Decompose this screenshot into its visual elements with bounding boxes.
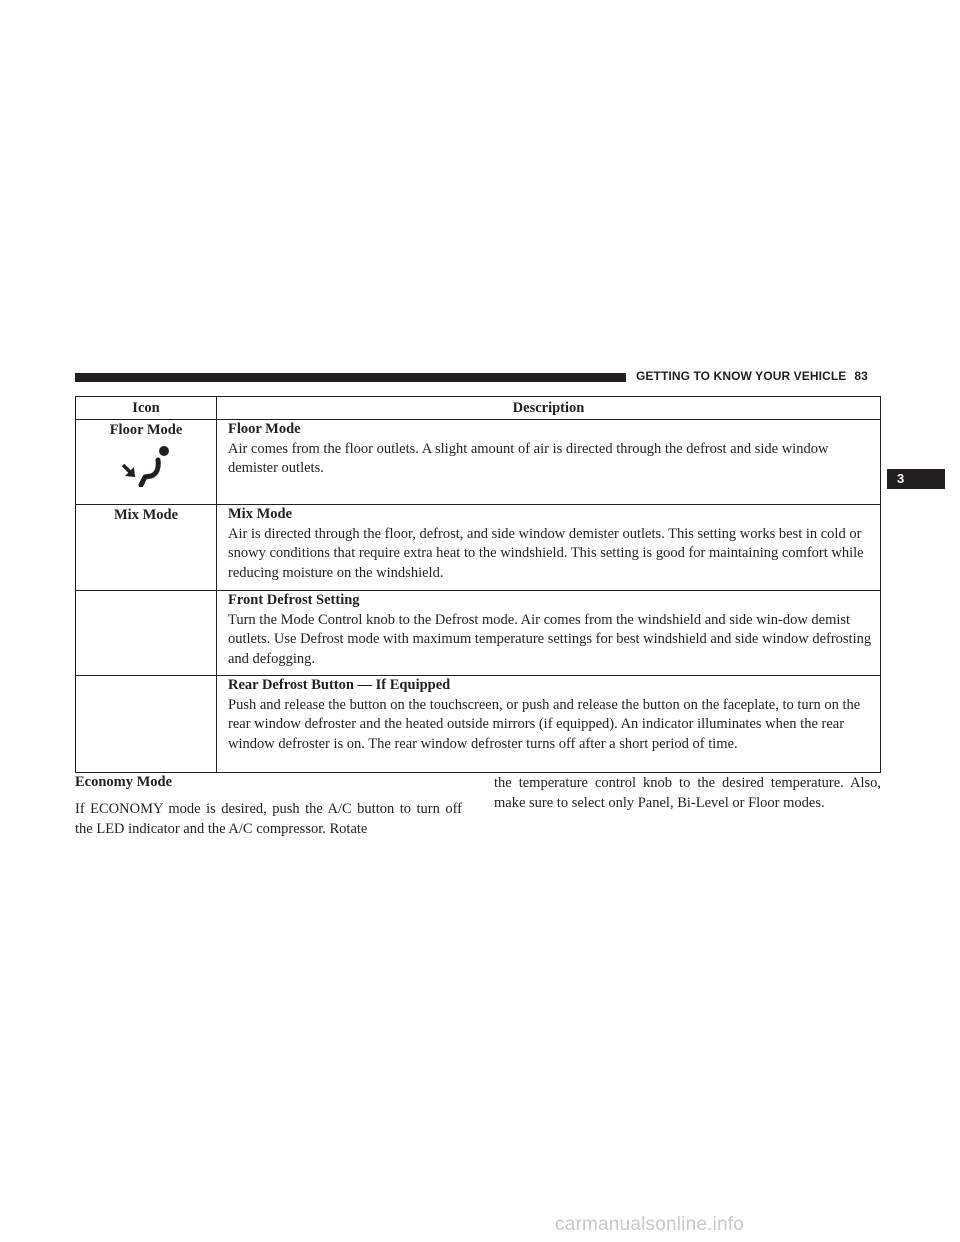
description-cell	[217, 676, 881, 773]
description-cell	[217, 505, 881, 591]
icon-cell	[76, 591, 217, 676]
icon-cell	[76, 420, 217, 505]
description-title: Floor Mode	[228, 421, 301, 437]
body-paragraph: the temperature control knob to the desired temperature. Also, make sure to select only Panel, Bi-Level or Floor modes.	[494, 775, 881, 811]
table-row	[76, 676, 881, 773]
description-cell	[217, 591, 881, 676]
description-body: Push and release the button on the touchscreen, or push and release the button on the faceplate, to turn on the rear window defroster and the heated outside mirrors (if equipped). An indicator illuminates when the rear window defroster is on. The rear window defroster turns off after a short period of time.	[228, 696, 861, 752]
description-title: Front Defrost Setting	[228, 592, 360, 608]
watermark: carmanualsonline.info	[555, 1214, 745, 1235]
running-header	[636, 369, 868, 383]
description-column-header: Description	[217, 397, 881, 420]
icon-column-header: Icon	[76, 397, 217, 420]
icon-label: Floor Mode	[109, 422, 183, 438]
mode-table	[75, 396, 881, 773]
section-title: GETTING TO KNOW YOUR VEHICLE	[636, 369, 847, 383]
description-title: Mix Mode	[228, 506, 293, 522]
table-row	[76, 420, 881, 505]
description-body: Turn the Mode Control knob to the Defrost mode. Air comes from the windshield and side win-dow demist outlets. Use Defrost mode with maximum temperature settings for best windshield and side window defrosting and defogging.	[228, 611, 872, 667]
icon-cell	[76, 505, 217, 591]
table-header-row	[76, 397, 881, 420]
table-row	[76, 591, 881, 676]
icon-cell	[76, 676, 217, 773]
body-paragraph: If ECONOMY mode is desired, push the A/C button to turn off the LED indicator and the A/C compressor. Rotate	[75, 801, 462, 837]
header-rule	[75, 373, 626, 382]
floor-mode-icon	[121, 445, 177, 487]
icon-label: Mix Mode	[113, 507, 179, 523]
description-title: Rear Defrost Button — If Equipped	[228, 677, 451, 693]
description-body: Air is directed through the floor, defrost, and side window demister outlets. This setting works best in cold or snowy conditions that require extra heat to the windshield. This setting is good for maintaining comfort while reducing moisture on the windshield.	[228, 525, 864, 581]
description-cell	[217, 420, 881, 505]
page-number: 83	[854, 369, 868, 383]
section-heading: Economy Mode	[75, 774, 173, 790]
table-row	[76, 505, 881, 591]
description-body: Air comes from the floor outlets. A slight amount of air is directed through the defrost and side window demister outlets.	[228, 440, 829, 476]
chapter-tab: 3	[887, 469, 945, 489]
